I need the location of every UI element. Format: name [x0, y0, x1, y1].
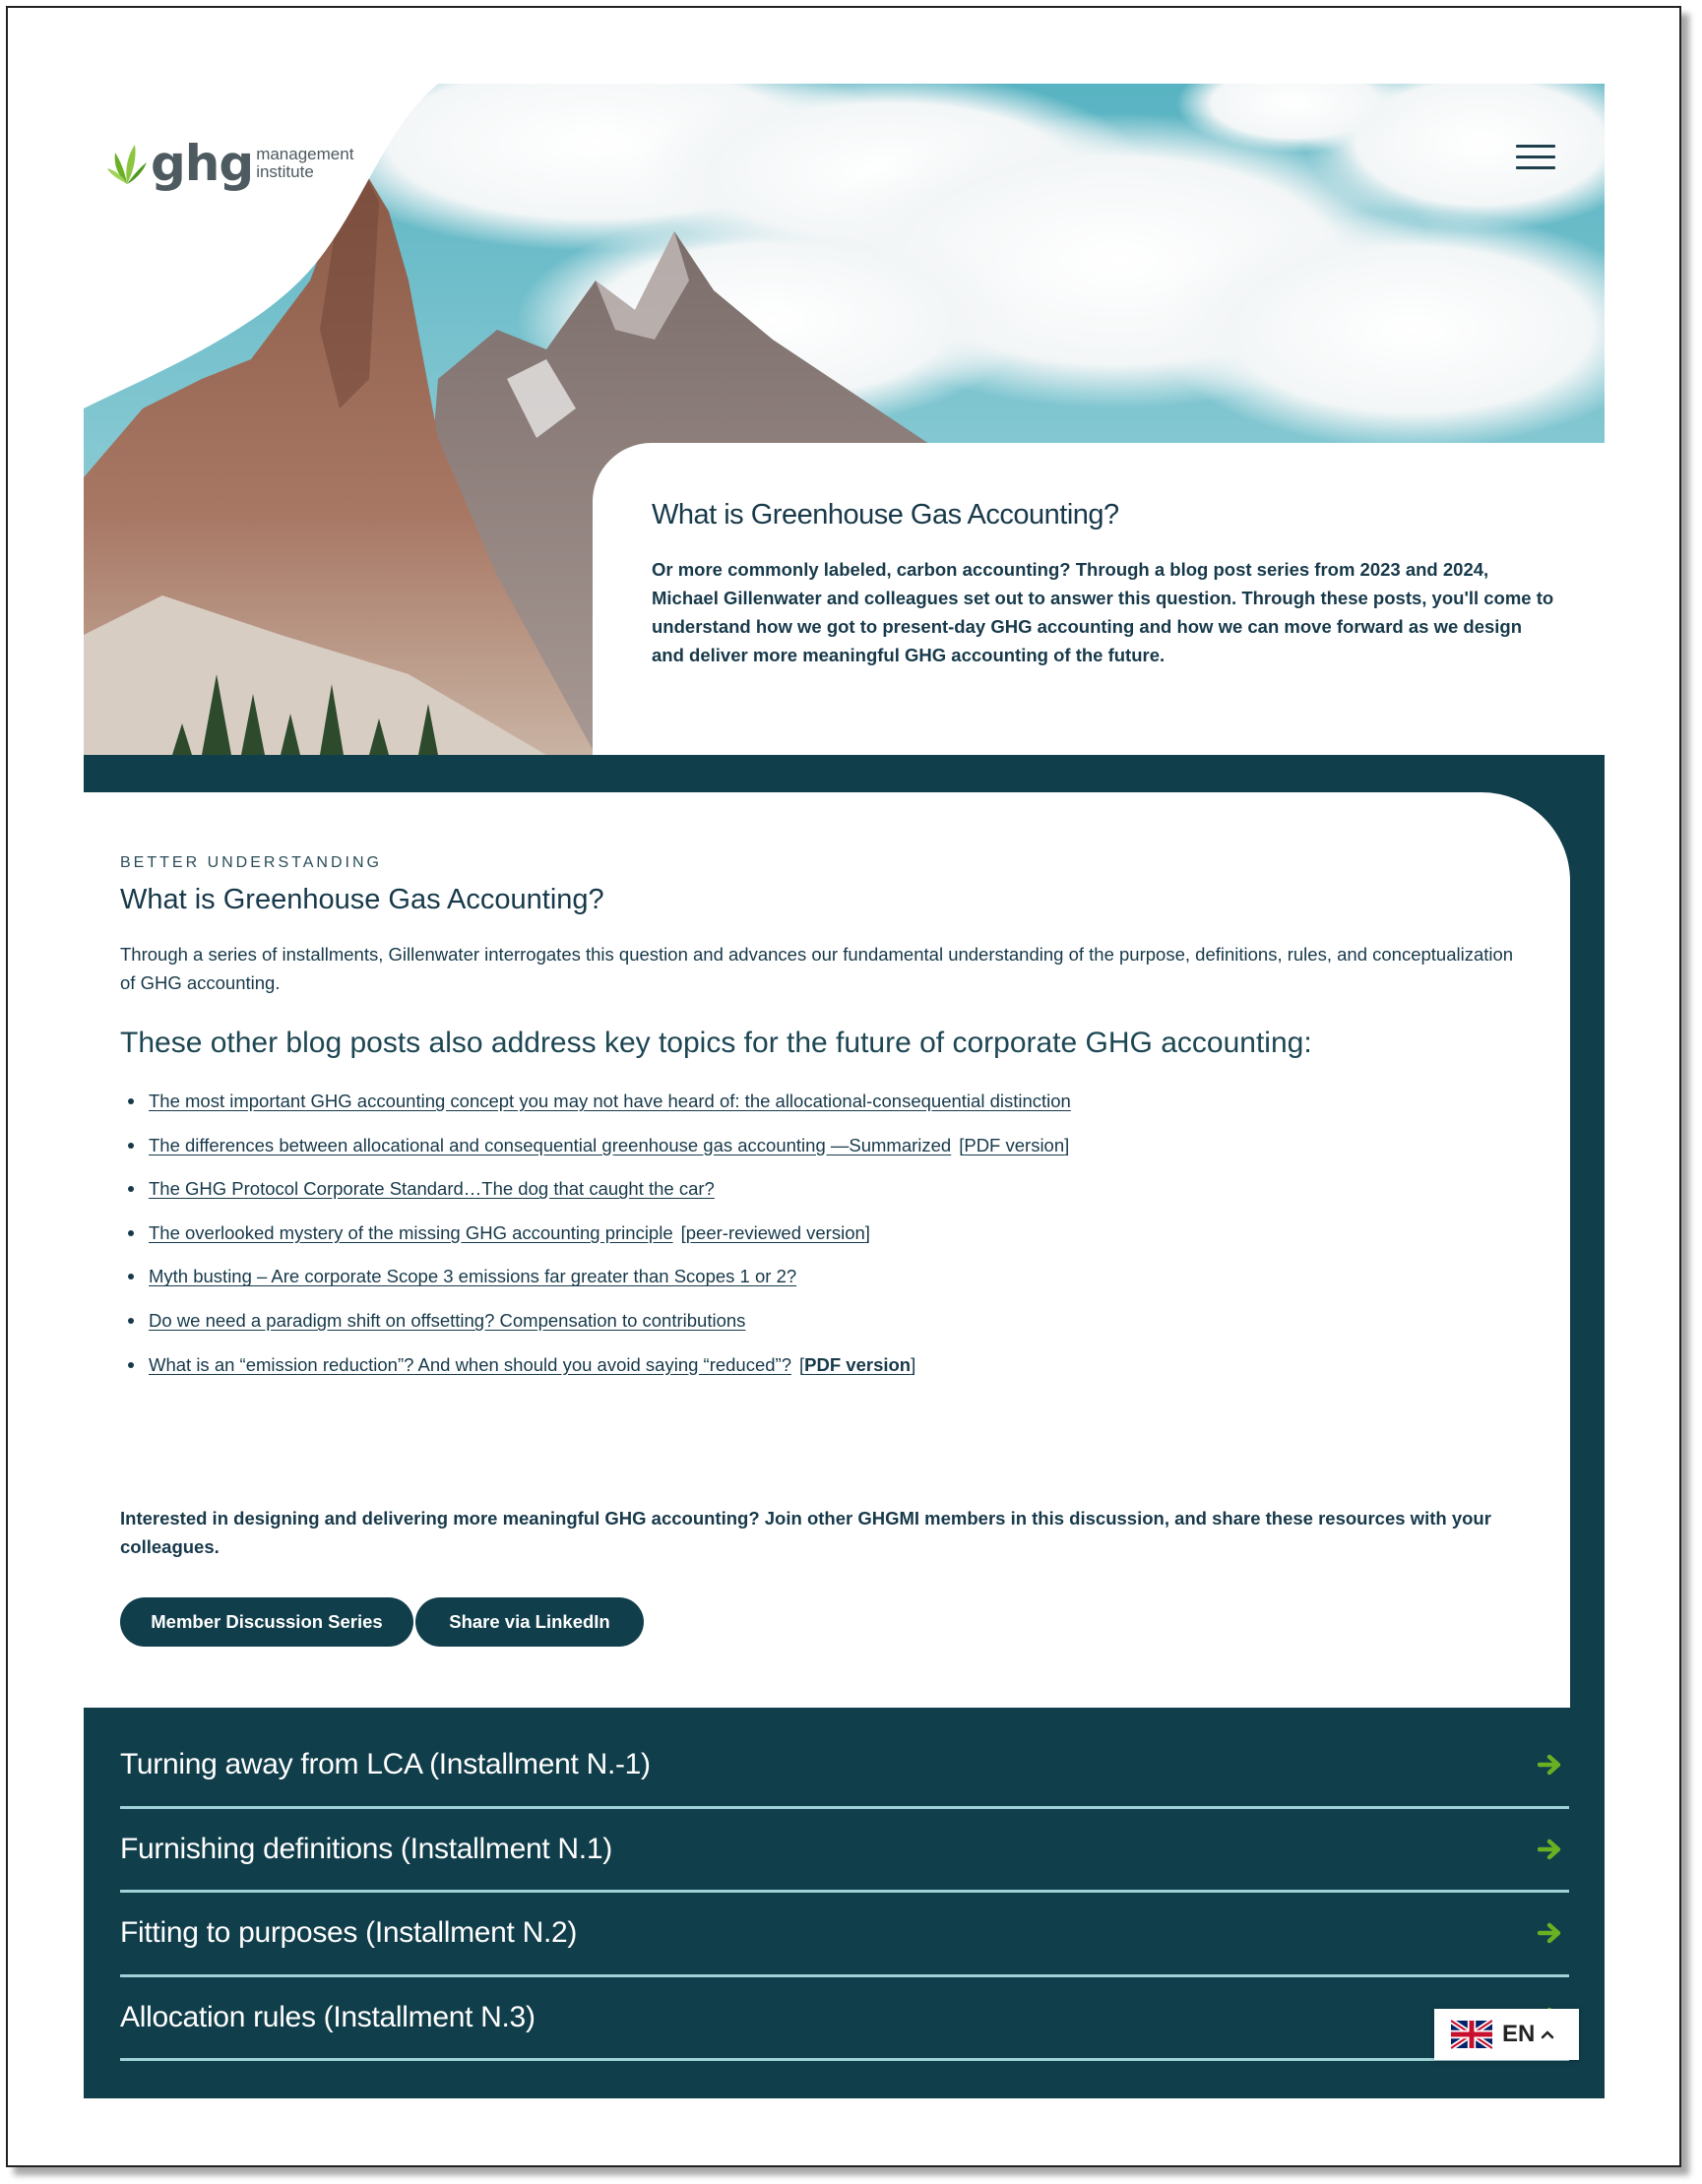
accordion-item-title: Fitting to purposes (Installment N.2): [120, 1916, 578, 1950]
accordion-item[interactable]: [120, 1893, 1569, 1977]
post-link[interactable]: Myth busting – Are corporate Scope 3 emissions far greater than Scopes 1 or 2?: [149, 1266, 797, 1287]
bullet-icon: [128, 1318, 134, 1324]
list-item: [128, 1307, 1535, 1335]
arrow-right-icon: [1538, 1922, 1563, 1944]
pdf-version-link[interactable]: PDF version: [964, 1134, 1065, 1155]
arrow-right-icon: [1538, 1839, 1563, 1860]
peer-reviewed-version-link[interactable]: peer-reviewed version: [685, 1221, 865, 1243]
accordion-item-title: Allocation rules (Installment N.3): [120, 2000, 536, 2033]
section-title: What is Greenhouse Gas Accounting?: [120, 884, 604, 915]
uk-flag-icon: [1451, 2020, 1492, 2049]
accordion-item-title: Furnishing definitions (Installment N.1): [120, 1832, 612, 1865]
accordion-item[interactable]: [120, 1977, 1569, 2062]
ghgmi-logo[interactable]: [105, 135, 353, 192]
post-link[interactable]: The most important GHG accounting concept you may not have heard of: the allocational-consequential distinction: [149, 1091, 1071, 1111]
section-body: Through a series of installments, Gillenwater interrogates this question and advances our fundamental understanding of the purpose, definitions, rules, and conceptualization of GHG accounting.: [120, 944, 1514, 993]
bullet-icon: [128, 1362, 134, 1368]
eyebrow-label: BETTER UNDERSTANDING: [120, 854, 382, 871]
leaf-logo-icon: [105, 141, 149, 186]
related-posts-list: [128, 1088, 1535, 1379]
better-understanding-card: [84, 792, 1570, 1708]
hero-banner: [84, 84, 1605, 755]
accordion-item-title: Turning away from LCA (Installment N.-1): [120, 1748, 651, 1781]
list-item: What is an “emission reduction”? And when should you avoid saying “reduced”? [PDF version]: [128, 1351, 1535, 1379]
list-item: The differences between allocational and consequential greenhouse gas accounting —Summarized [PDF version]: [128, 1132, 1535, 1159]
related-posts-heading: These other blog posts also address key topics for the future of corporate GHG accounting:: [120, 1027, 1312, 1059]
accordion-item[interactable]: [120, 1724, 1569, 1809]
post-link[interactable]: Do we need a paradigm shift on offsetting? Compensation to contributions: [149, 1309, 746, 1331]
hamburger-icon[interactable]: [1516, 145, 1555, 174]
post-link[interactable]: The overlooked mystery of the missing GHG accounting principle: [149, 1221, 673, 1243]
cta-buttons: [120, 1597, 646, 1647]
pdf-version-link[interactable]: PDF version: [804, 1353, 912, 1375]
member-discussion-button[interactable]: Member Discussion Series: [120, 1597, 413, 1647]
bullet-icon: [128, 1230, 134, 1236]
bullet-icon: [128, 1098, 134, 1104]
accordion-item[interactable]: [120, 1809, 1569, 1894]
post-link[interactable]: What is an “emission reduction”? And when should you avoid saying “reduced”?: [149, 1353, 792, 1375]
logo-wordmark: ghg: [151, 135, 254, 192]
language-code: EN: [1502, 2021, 1536, 2047]
cta-text: Interested in designing and delivering more meaningful GHG accounting? Join other GHGMI members in this discussion, and share these resources with your colleagues.: [120, 1508, 1491, 1557]
logo-subtitle: [256, 146, 353, 181]
logo-subtitle-line-1: management: [256, 145, 354, 163]
post-link[interactable]: The differences between allocational and consequential greenhouse gas accounting —Summarized: [149, 1134, 952, 1155]
intro-body: Or more commonly labeled, carbon accounting? Through a blog post series from 2023 and 2024, Michael Gillenwater and colleagues set out to answer this question. Through these posts, you'll come to understand how we got to present-day GHG accounting and how we can move forward as we design and deliver more meaningful GHG accounting of the future.: [652, 559, 1554, 665]
bullet-icon: [128, 1274, 134, 1279]
installments-accordion: [120, 1724, 1569, 2061]
arrow-right-icon: [1538, 1754, 1563, 1776]
intro-card: [593, 443, 1605, 755]
share-linkedin-button[interactable]: Share via LinkedIn: [415, 1597, 644, 1647]
list-item: [128, 1088, 1535, 1115]
intro-title: What is Greenhouse Gas Accounting?: [652, 499, 1119, 530]
post-link[interactable]: The GHG Protocol Corporate Standard…The dog that caught the car?: [149, 1178, 715, 1200]
list-item: The overlooked mystery of the missing GHG accounting principle [peer-reviewed version]: [128, 1219, 1535, 1247]
language-switcher[interactable]: [1434, 2009, 1579, 2060]
list-item: [128, 1263, 1535, 1290]
logo-subtitle-line-2: institute: [256, 162, 314, 181]
chevron-up-icon: [1541, 2029, 1554, 2039]
bullet-icon: [128, 1186, 134, 1192]
list-item: [128, 1175, 1535, 1203]
bullet-icon: [128, 1143, 134, 1149]
